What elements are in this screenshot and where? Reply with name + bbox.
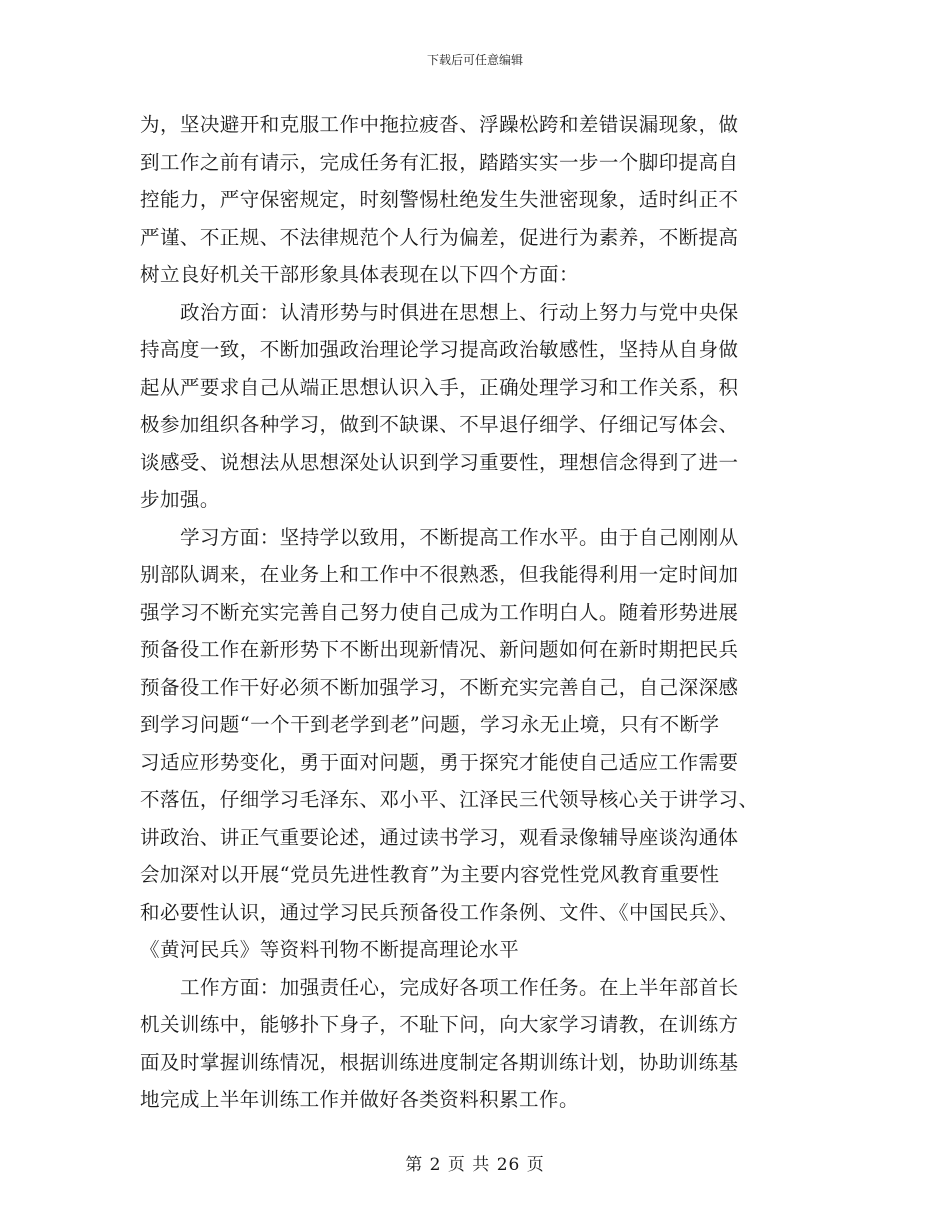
page-number: 第 2 页 共 26 页 xyxy=(405,1155,545,1175)
text-line: 持高度一致，不断加强政治理论学习提高政治敏感性，坚持从自身做 xyxy=(140,338,739,361)
text-line: 习适应形势变化，勇于面对问题，勇于探究才能使自己适应工作需要 xyxy=(140,750,739,774)
text-line: 强学习不断充实完善自己努力使自己成为工作明白人。随着形势进展 xyxy=(140,600,739,624)
text-line: 会加深对以开展“党员先进性教育”为主要内容党性党风教育重要性 xyxy=(140,863,720,886)
page-header: 下载后可任意编辑 xyxy=(426,53,523,67)
text-line: 不落伍，仔细学习毛泽东、邓小平、江泽民三代领导核心关于讲学习、 xyxy=(140,788,759,811)
text-line: 和必要性认识，通过学习民兵预备役工作条例、文件、《中国民兵》、 xyxy=(140,900,739,924)
text-line: 面及时掌握训练情况，根据训练进度制定各期训练计划，协助训练基 xyxy=(140,1050,739,1074)
text-line: 别部队调来，在业务上和工作中不很熟悉，但我能得利用一定时间加 xyxy=(140,563,739,586)
text-line: 控能力，严守保密规定，时刻警惕杜绝发生失泄密现象，适时纠正不 xyxy=(140,188,739,211)
text-line: 《黄河民兵》等资料刊物不断提高理论水平 xyxy=(140,938,520,961)
text-line: 到工作之前有请示，完成任务有汇报，踏踏实实一步一个脚印提高自 xyxy=(140,150,739,174)
text-line: 起从严要求自己从端正思想认识入手，正确处理学习和工作关系，积 xyxy=(140,375,739,399)
text-line: 讲政治、讲正气重要论述，通过读书学习，观看录像辅导座谈沟通体 xyxy=(140,825,739,849)
text-line: 极参加组织各种学习，做到不缺课、不早退仔细学、仔细记写体会、 xyxy=(140,413,739,436)
document-body xyxy=(140,106,820,1119)
text-line: 树立良好机关干部形象具体表现在以下四个方面： xyxy=(140,263,579,286)
paragraph-first-line: 工作方面：加强责任心，完成好各项工作任务。在上半年部首长 xyxy=(180,975,739,999)
paragraph-first-line: 学习方面：坚持学以致用，不断提高工作水平。由于自己刚刚从 xyxy=(180,525,739,549)
text-line: 为，坚决避开和克服工作中拖拉疲沓、浮躁松跨和差错误漏现象，做 xyxy=(140,113,739,136)
text-line: 到学习问题“一个干到老学到老”问题，学习永无止境，只有不断学 xyxy=(140,713,720,736)
text-line: 谈感受、说想法从思想深处认识到学习重要性，理想信念得到了进一 xyxy=(140,450,739,474)
text-line: 机关训练中，能够扑下身子，不耻下问，向大家学习请教，在训练方 xyxy=(140,1013,739,1036)
text-line: 预备役工作在新形势下不断出现新情况、新问题如何在新时期把民兵 xyxy=(140,638,739,661)
text-line: 预备役工作干好必须不断加强学习，不断充实完善自己，自己深深感 xyxy=(140,675,739,699)
text-line: 地完成上半年训练工作并做好各类资料积累工作。 xyxy=(140,1088,579,1111)
text-line: 严谨、不正规、不法律规范个人行为偏差，促进行为素养，不断提高 xyxy=(140,225,739,249)
paragraph-first-line: 政治方面：认清形势与时俱进在思想上、行动上努力与党中央保 xyxy=(180,300,739,324)
text-line: 步加强。 xyxy=(140,488,220,511)
